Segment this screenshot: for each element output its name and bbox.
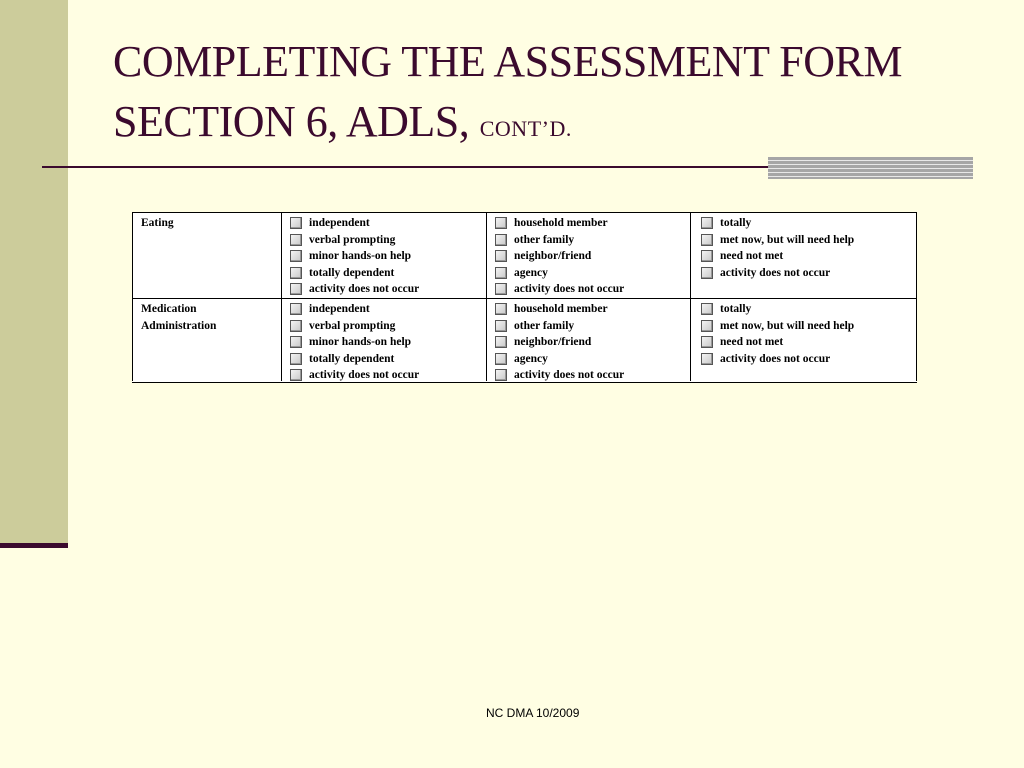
option-totally[interactable] <box>701 301 916 318</box>
option-label: other family <box>514 233 575 246</box>
checkbox[interactable] <box>701 267 713 279</box>
option-independent[interactable] <box>290 301 486 318</box>
slide-title <box>113 32 993 159</box>
checkbox[interactable] <box>495 320 507 332</box>
option-need-not-met[interactable] <box>701 248 916 265</box>
option-label: activity does not occur <box>720 352 831 365</box>
option-other-family[interactable] <box>495 318 690 335</box>
adl-assessment-table <box>132 212 917 383</box>
option-label: neighbor/friend <box>514 250 592 262</box>
checkbox[interactable] <box>290 234 302 246</box>
option-label: minor hands-on help <box>309 336 412 348</box>
activity-label-cell <box>132 213 282 298</box>
table-row-eating <box>132 213 917 299</box>
option-label: totally dependent <box>309 352 395 365</box>
checkbox[interactable] <box>701 320 713 332</box>
activity-label: Administration <box>141 319 217 332</box>
option-household-member[interactable] <box>495 301 690 318</box>
option-label: need not met <box>720 336 784 348</box>
side-band <box>0 0 68 545</box>
option-label: verbal prompting <box>309 233 396 246</box>
option-activity-does-not-occur[interactable] <box>290 281 486 298</box>
slide-footer: NC DMA 10/2009 <box>486 706 580 720</box>
option-label: activity does not occur <box>309 283 420 295</box>
option-label: totally dependent <box>309 266 395 279</box>
option-label: activity does not occur <box>309 369 420 381</box>
option-label: met now, but will need help <box>720 319 855 332</box>
option-activity-does-not-occur[interactable] <box>495 281 690 298</box>
option-label: independent <box>309 217 370 229</box>
option-label: met now, but will need help <box>720 233 855 246</box>
option-activity-does-not-occur[interactable] <box>701 351 916 368</box>
option-label: neighbor/friend <box>514 336 592 348</box>
side-rule <box>0 543 68 548</box>
title-divider-accent <box>768 157 973 179</box>
option-met-now-will-need-help[interactable] <box>701 318 916 335</box>
option-label: activity does not occur <box>514 369 625 381</box>
option-neighbor-friend[interactable] <box>495 248 690 265</box>
activity-label: Eating <box>141 217 174 229</box>
option-label: household member <box>514 217 608 229</box>
checkbox[interactable] <box>495 234 507 246</box>
option-activity-does-not-occur[interactable] <box>495 367 690 384</box>
caregiver-cell <box>487 213 691 298</box>
option-label: agency <box>514 352 548 365</box>
option-totally[interactable] <box>701 215 916 232</box>
option-minor-hands-on-help[interactable] <box>290 248 486 265</box>
checkbox[interactable] <box>495 250 507 262</box>
assistance-level-cell <box>282 299 487 381</box>
option-independent[interactable] <box>290 215 486 232</box>
option-verbal-prompting[interactable] <box>290 318 486 335</box>
checkbox[interactable] <box>701 353 713 365</box>
option-minor-hands-on-help[interactable] <box>290 334 486 351</box>
option-label: verbal prompting <box>309 319 396 332</box>
option-label: activity does not occur <box>514 283 625 295</box>
checkbox[interactable] <box>495 267 507 279</box>
checkbox[interactable] <box>290 303 302 315</box>
option-label: other family <box>514 319 575 332</box>
checkbox[interactable] <box>495 283 507 295</box>
checkbox[interactable] <box>701 234 713 246</box>
checkbox[interactable] <box>495 336 507 348</box>
option-agency[interactable] <box>495 351 690 368</box>
option-label: household member <box>514 303 608 315</box>
checkbox[interactable] <box>701 250 713 262</box>
checkbox[interactable] <box>290 283 302 295</box>
option-label: independent <box>309 303 370 315</box>
option-label: totally <box>720 217 752 229</box>
checkbox[interactable] <box>495 353 507 365</box>
checkbox[interactable] <box>290 267 302 279</box>
option-label: agency <box>514 266 548 279</box>
option-totally-dependent[interactable] <box>290 351 486 368</box>
option-activity-does-not-occur[interactable] <box>290 367 486 384</box>
checkbox[interactable] <box>701 217 713 229</box>
option-label: minor hands-on help <box>309 250 412 262</box>
option-label: activity does not occur <box>720 266 831 279</box>
need-met-cell <box>691 213 917 298</box>
checkbox[interactable] <box>701 336 713 348</box>
checkbox[interactable] <box>495 303 507 315</box>
option-label: need not met <box>720 250 784 262</box>
option-other-family[interactable] <box>495 232 690 249</box>
checkbox[interactable] <box>290 320 302 332</box>
title-line-2: SECTION 6, ADLS, <box>113 97 480 146</box>
option-activity-does-not-occur[interactable] <box>701 265 916 282</box>
checkbox[interactable] <box>701 303 713 315</box>
assistance-level-cell <box>282 213 487 298</box>
option-neighbor-friend[interactable] <box>495 334 690 351</box>
option-label: totally <box>720 303 752 315</box>
option-verbal-prompting[interactable] <box>290 232 486 249</box>
checkbox[interactable] <box>290 217 302 229</box>
option-totally-dependent[interactable] <box>290 265 486 282</box>
activity-label: Medication <box>141 303 197 315</box>
caregiver-cell <box>487 299 691 381</box>
option-need-not-met[interactable] <box>701 334 916 351</box>
checkbox[interactable] <box>495 217 507 229</box>
title-line-1: COMPLETING THE ASSESSMENT FORM <box>113 37 902 86</box>
activity-label-cell <box>132 299 282 381</box>
need-met-cell <box>691 299 917 381</box>
table-row-medication-administration <box>132 299 917 381</box>
option-met-now-will-need-help[interactable] <box>701 232 916 249</box>
option-agency[interactable] <box>495 265 690 282</box>
checkbox[interactable] <box>290 353 302 365</box>
checkbox[interactable] <box>495 369 507 381</box>
checkbox[interactable] <box>290 250 302 262</box>
option-household-member[interactable] <box>495 215 690 232</box>
checkbox[interactable] <box>290 336 302 348</box>
checkbox[interactable] <box>290 369 302 381</box>
title-line-2-suffix: CONT’D. <box>479 116 572 141</box>
